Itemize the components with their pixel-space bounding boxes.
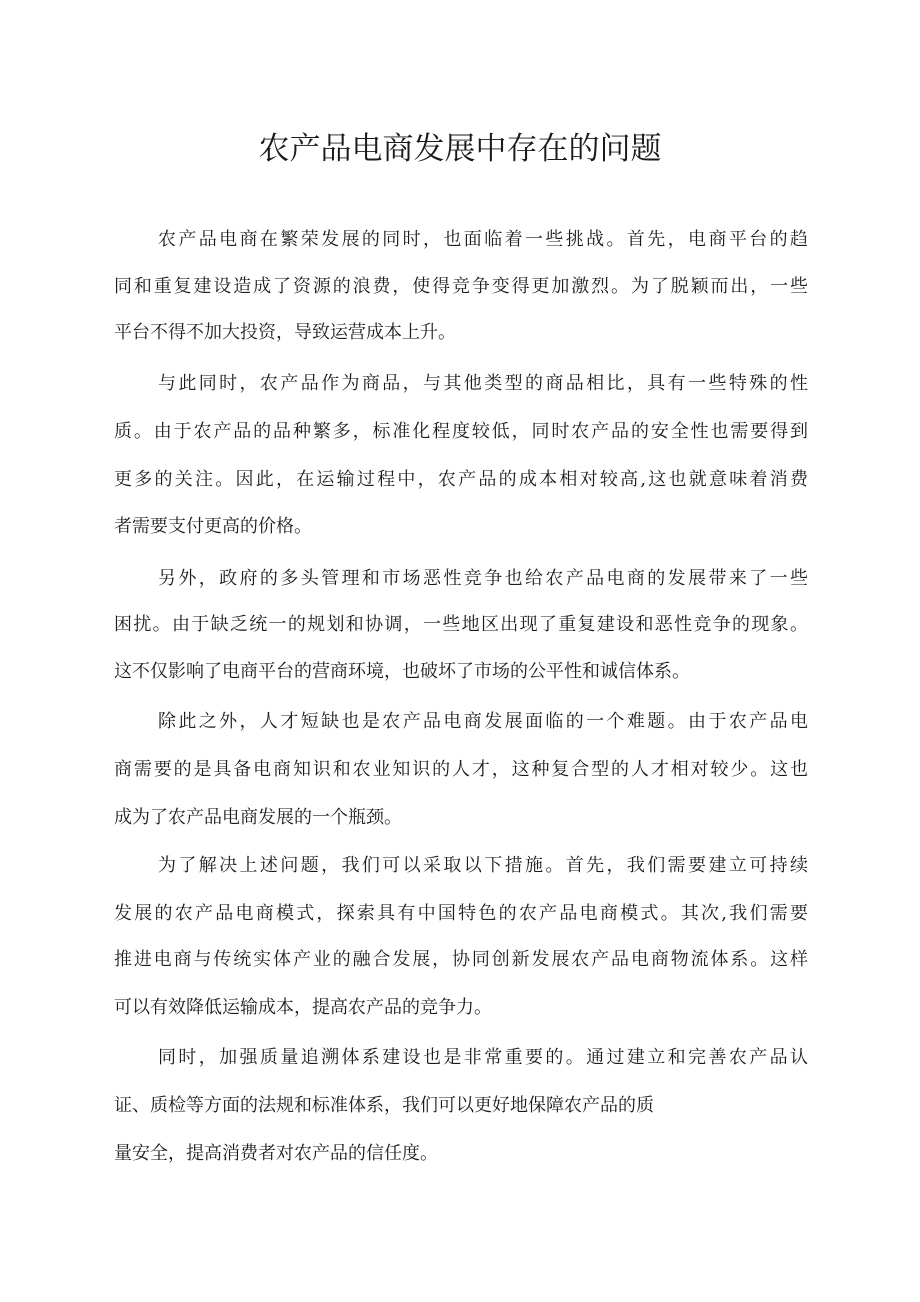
paragraph-3-line-2: 困扰。由于缺乏统一的规划和协调，一些地区出现了重复建设和恶性竞争的现象。 [114, 614, 808, 635]
paragraph-5-line-3: 推进电商与传统实体产业的融合发展，协同创新发展农产品电商物流体系。这样 [114, 949, 808, 970]
paragraph-4-line-3: 成为了农产品电商发展的一个瓶颈。 [114, 807, 402, 828]
paragraph-4-line-1: 除此之外，人才短缺也是农产品电商发展面临的一个难题。由于农产品电 [158, 711, 808, 732]
paragraph-2-line-2: 质。由于农产品的品种繁多，标准化程度较低，同时农产品的安全性也需要得到 [114, 421, 808, 442]
paragraph-6-line-2: 证、质检等方面的法规和标准体系，我们可以更好地保障农产品的质 [114, 1095, 654, 1116]
paragraph-2-line-3: 更多的关注。因此，在运输过程中，农产品的成本相对较高,这也就意味着消费 [114, 469, 808, 490]
paragraph-6-line-3: 量安全，提高消费者对农产品的信任度。 [114, 1143, 438, 1164]
paragraph-3-line-3: 这不仅影响了电商平台的营商环境，也破坏了市场的公平性和诚信体系。 [114, 661, 690, 682]
paragraph-6-line-1: 同时，加强质量追溯体系建设也是非常重要的。通过建立和完善农产品认 [158, 1047, 808, 1068]
paragraph-1-line-1: 农产品电商在繁荣发展的同时，也面临着一些挑战。首先，电商平台的趋 [158, 229, 808, 250]
paragraph-2-line-4: 者需要支付更高的价格。 [114, 516, 312, 537]
paragraph-5-line-4: 可以有效降低运输成本，提高农产品的竞争力。 [114, 997, 492, 1018]
paragraph-5-line-2: 发展的农产品电商模式，探索具有中国特色的农产品电商模式。其次,我们需要 [114, 903, 808, 924]
paragraph-1-line-3: 平台不得不加大投资，导致运营成本上升。 [114, 322, 456, 343]
document-title: 农产品电商发展中存在的问题 [258, 131, 662, 167]
paragraph-2-line-1: 与此同时，农产品作为商品，与其他类型的商品相比，具有一些特殊的性 [158, 373, 808, 394]
paragraph-4-line-2: 商需要的是具备电商知识和农业知识的人才，这种复合型的人才相对较少。这也 [114, 759, 808, 780]
paragraph-1-line-2: 同和重复建设造成了资源的浪费，使得竞争变得更加激烈。为了脱颖而出，一些 [114, 276, 808, 297]
paragraph-5-line-1: 为了解决上述问题，我们可以采取以下措施。首先，我们需要建立可持续 [158, 855, 808, 876]
paragraph-3-line-1: 另外，政府的多头管理和市场恶性竞争也给农产品电商的发展带来了一些 [158, 568, 808, 589]
